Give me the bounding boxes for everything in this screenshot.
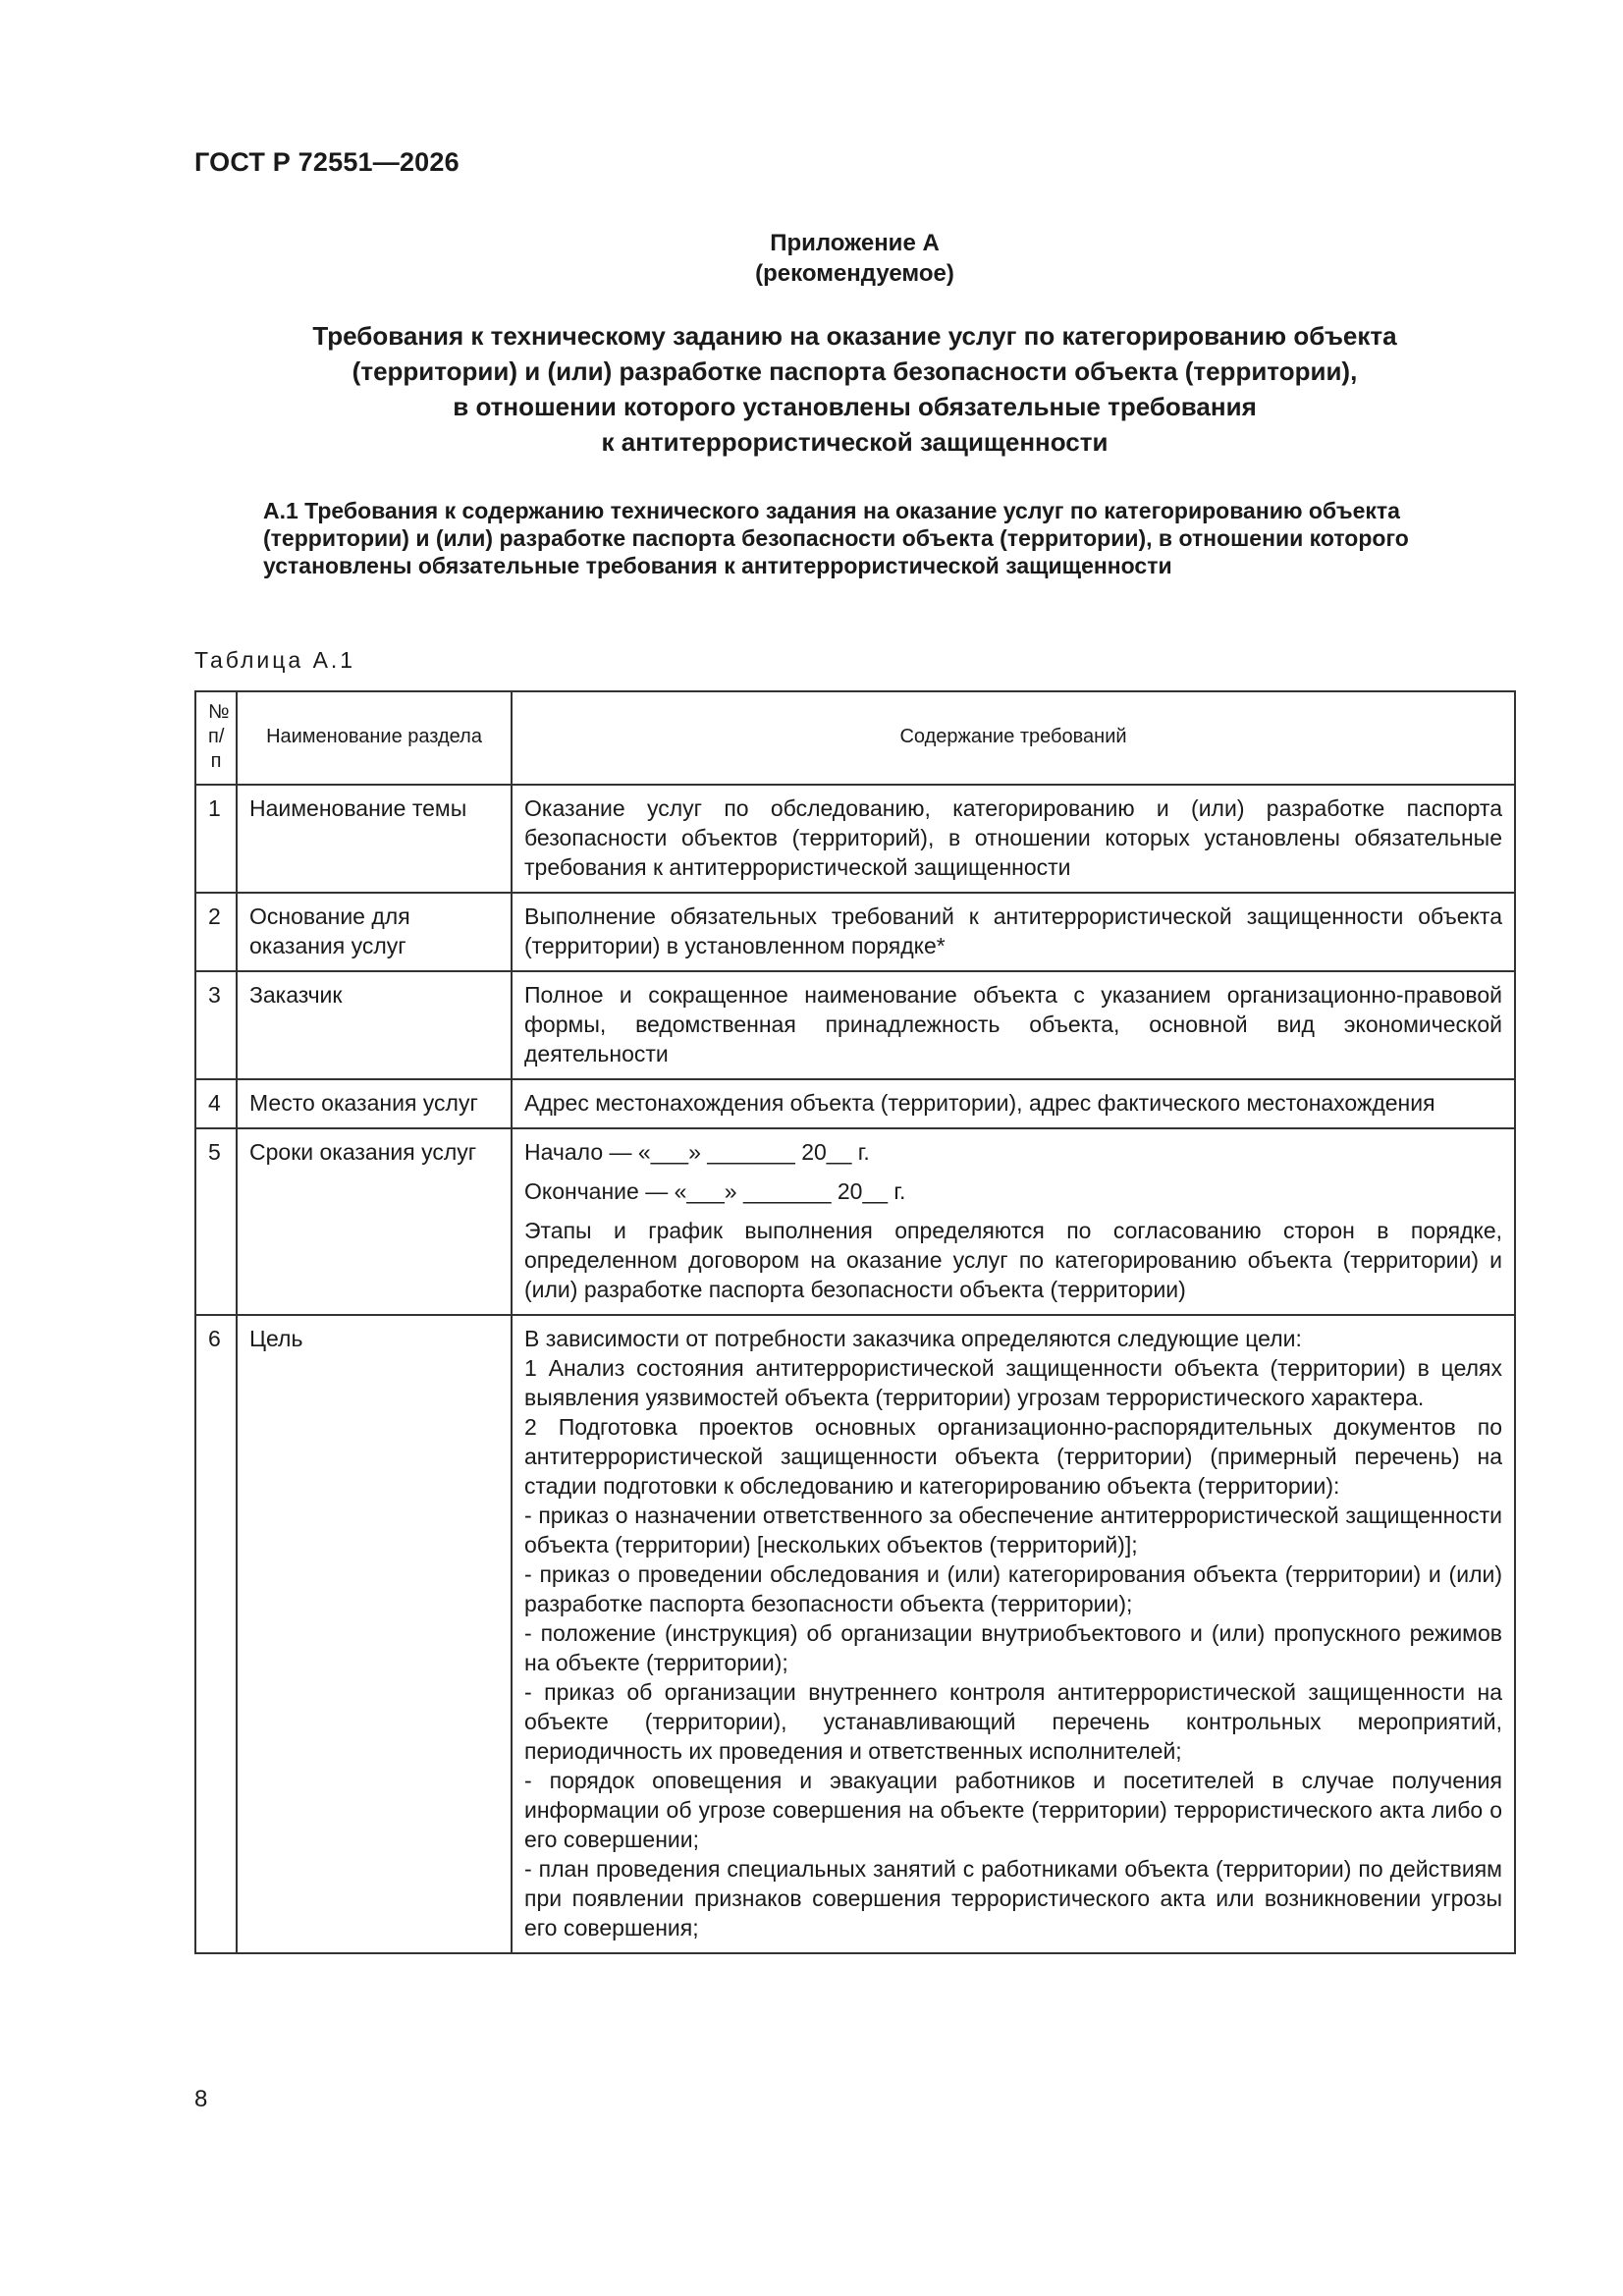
header-name: Наименование раздела — [237, 691, 512, 785]
requirements-table — [194, 690, 1516, 1954]
requirement-paragraph: Выполнение обязательных требований к антитеррористической защищенности объекта (территории) в установленном порядке* — [524, 903, 1502, 958]
table-row — [195, 1315, 1515, 1953]
table-header-row — [195, 691, 1515, 785]
section-heading: А.1 Требования к содержанию технического задания на оказание услуг по категорированию объекта (территории) и (или) разработке паспорта безопасности объекта (территории), в отношении которого установлены обязательные требования к антитеррористической защищенности — [263, 498, 1409, 578]
requirement-paragraph: Начало — «___» _______ 20__ г. — [524, 1139, 870, 1165]
row-section-name: Сроки оказания услуг — [237, 1128, 512, 1315]
table-row — [195, 785, 1515, 893]
requirement-paragraph: Окончание — «___» _______ 20__ г. — [524, 1178, 906, 1204]
requirement-paragraph: Адрес местонахождения объекта (территории), адрес фактического местонахождения — [524, 1090, 1435, 1116]
annex-status: (рекомендуемое) — [755, 260, 954, 287]
table-row — [195, 893, 1515, 971]
title-line: в отношении которого установлены обязательные требования — [453, 392, 1257, 421]
row-number: 2 — [195, 893, 237, 971]
table-body — [195, 785, 1515, 1953]
requirement-paragraph: Полное и сокращенное наименование объекта с указанием организационно-правовой формы, ведомственная принадлежность объекта, основной вид экономической деятельности — [524, 982, 1502, 1066]
requirement-paragraph: - положение (инструкция) об организации внутриобъектового и (или) пропускного режимов на объекте (территории); — [524, 1620, 1502, 1675]
document-code: ГОСТ Р 72551—2026 — [194, 147, 460, 177]
row-number: 1 — [195, 785, 237, 893]
row-requirements — [512, 893, 1515, 971]
annex-title: Приложение А — [770, 230, 940, 256]
row-number: 3 — [195, 971, 237, 1079]
requirement-paragraph: 1 Анализ состояния антитеррористической защищенности объекта (территории) в целях выявления уязвимостей объекта (территории) угрозам террористического характера. — [524, 1355, 1502, 1410]
row-section-name: Наименование темы — [237, 785, 512, 893]
row-section-name: Цель — [237, 1315, 512, 1953]
requirement-paragraph: В зависимости от потребности заказчика определяются следующие цели: — [524, 1326, 1302, 1351]
requirement-paragraph: - приказ о проведении обследования и (или) категорирования объекта (территории) и (или) разработке паспорта безопасности объекта (территории); — [524, 1561, 1502, 1616]
table-row — [195, 1128, 1515, 1315]
title-line: (территории) и (или) разработке паспорта безопасности объекта (территории), — [352, 356, 1358, 386]
row-requirements — [512, 1315, 1515, 1953]
header-content: Содержание требований — [512, 691, 1515, 785]
requirement-paragraph: - порядок оповещения и эвакуации работников и посетителей в случае получения информации об угрозе совершения на объекте (территории) террористического акта либо о его совершении; — [524, 1768, 1502, 1852]
requirement-paragraph: Оказание услуг по обследованию, категорированию и (или) разработке паспорта безопасности объектов (территорий), в отношении которых установлены обязательные требования к антитеррористической защищенности — [524, 795, 1502, 880]
annex-main-title — [194, 318, 1515, 460]
row-section-name: Место оказания услуг — [237, 1079, 512, 1128]
requirement-paragraph: - приказ о назначении ответственного за обеспечение антитеррористической защищенности объекта (территории) [нескольких объектов (территорий)]; — [524, 1503, 1502, 1558]
table-row — [195, 1079, 1515, 1128]
table-caption: Таблица А.1 — [194, 647, 356, 673]
title-line: к антитеррористической защищенности — [601, 427, 1109, 457]
table-row — [195, 971, 1515, 1079]
row-requirements — [512, 1079, 1515, 1128]
row-section-name: Заказчик — [237, 971, 512, 1079]
row-section-name: Основание для оказания услуг — [237, 893, 512, 971]
title-line: Требования к техническому заданию на оказание услуг по категорированию объекта — [312, 321, 1397, 351]
header-num: № п/п — [195, 691, 237, 785]
row-number: 5 — [195, 1128, 237, 1315]
requirement-paragraph: Этапы и график выполнения определяются по согласованию сторон в порядке, определенном договором на оказание услуг по категорированию объекта (территории) и (или) разработке паспорта безопасности объекта (территории) — [524, 1218, 1502, 1302]
page-number: 8 — [194, 2086, 208, 2112]
row-number: 6 — [195, 1315, 237, 1953]
requirement-paragraph: 2 Подготовка проектов основных организационно-распорядительных документов по антитеррористической защищенности объекта (территории) (примерный перечень) на стадии подготовки к обследованию и категорированию объекта (территории): — [524, 1414, 1502, 1499]
row-number: 4 — [195, 1079, 237, 1128]
annex-heading — [194, 228, 1515, 289]
row-requirements — [512, 785, 1515, 893]
row-requirements — [512, 971, 1515, 1079]
requirement-paragraph: - план проведения специальных занятий с работниками объекта (территории) по действиям при появлении признаков совершения террористического акта или возникновении угрозы его совершения; — [524, 1856, 1502, 1941]
row-requirements — [512, 1128, 1515, 1315]
requirement-paragraph: - приказ об организации внутреннего контроля антитеррористической защищенности на объекте (территории), устанавливающий перечень контрольных мероприятий, периодичность их проведения и ответственных исполнителей; — [524, 1679, 1502, 1764]
